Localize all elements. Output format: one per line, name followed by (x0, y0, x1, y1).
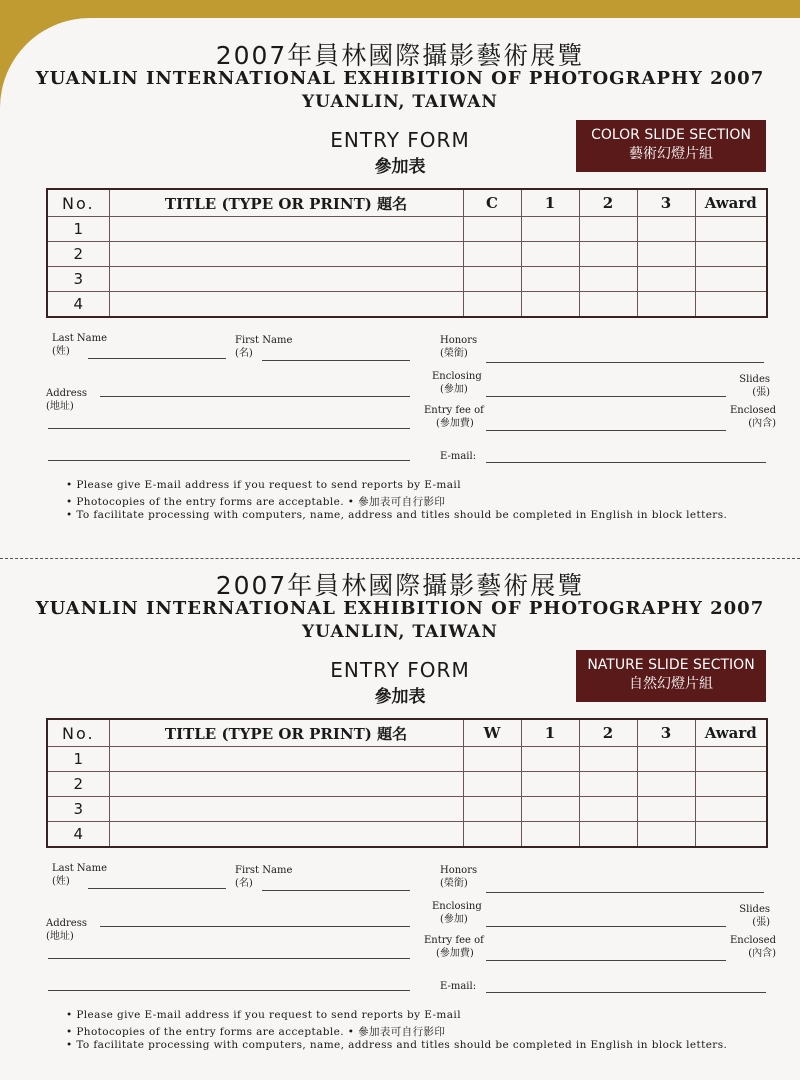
last-name-label (52, 862, 107, 888)
first-name-field[interactable] (262, 360, 410, 361)
col-header-2: 2 (579, 719, 637, 747)
exhibition-location: YUANLIN, TAIWAN (302, 622, 498, 642)
col-header-no: No. (47, 189, 109, 217)
code-cell[interactable] (463, 822, 521, 848)
judge-1-cell[interactable] (521, 267, 579, 292)
judge-3-cell[interactable] (637, 292, 695, 318)
honors-label-english: Honors (440, 335, 478, 346)
code-cell[interactable] (463, 267, 521, 292)
award-cell[interactable] (695, 217, 767, 242)
note-block-letters: • To facilitate processing with computers, name, address and titles should be completed in English in block letters. (66, 509, 728, 521)
slides-label-chinese: (張) (752, 917, 770, 928)
title-cell[interactable] (109, 217, 463, 242)
judge-3-cell[interactable] (637, 267, 695, 292)
row-number: 1 (47, 747, 109, 772)
title-cell[interactable] (109, 267, 463, 292)
judge-2-cell[interactable] (579, 822, 637, 848)
address-label (46, 387, 87, 413)
slides-label-english: Slides (739, 904, 770, 915)
address-label-english: Address (46, 388, 87, 399)
last-name-label-english: Last Name (52, 333, 108, 344)
col-header-section-code: W (463, 719, 521, 747)
col-header-1: 1 (521, 189, 579, 217)
row-number: 2 (47, 242, 109, 267)
award-cell[interactable] (695, 797, 767, 822)
title-cell[interactable] (109, 242, 463, 267)
slides-label (739, 903, 770, 929)
judge-1-cell[interactable] (521, 797, 579, 822)
exhibition-title-english: YUANLIN INTERNATIONAL EXHIBITION OF PHOTOGRAPHY 2007 (35, 598, 765, 619)
entry-fee-label-chinese: (參加費) (436, 418, 474, 429)
address-label-english: Address (46, 918, 87, 929)
row-number: 4 (47, 292, 109, 318)
last-name-field[interactable] (88, 358, 226, 359)
section-badge (576, 120, 766, 172)
table-row (47, 797, 767, 822)
note-photocopies: • Photocopies of the entry forms are acceptable. • 參加表可自行影印 (66, 1026, 446, 1038)
entry-fee-label (424, 934, 484, 960)
exhibition-location: YUANLIN, TAIWAN (302, 92, 498, 112)
judge-2-cell[interactable] (579, 217, 637, 242)
entry-fee-field[interactable] (486, 430, 726, 431)
judge-1-cell[interactable] (521, 822, 579, 848)
enclosed-label (730, 934, 776, 960)
exhibition-title-english: YUANLIN INTERNATIONAL EXHIBITION OF PHOTOGRAPHY 2007 (35, 68, 765, 89)
award-cell[interactable] (695, 747, 767, 772)
honors-label-chinese: (榮銜) (440, 878, 468, 889)
section-name-english: NATURE SLIDE SECTION (587, 657, 755, 673)
email-field[interactable] (486, 462, 766, 463)
award-cell[interactable] (695, 267, 767, 292)
col-header-1: 1 (521, 719, 579, 747)
table-row (47, 217, 767, 242)
honors-label-english: Honors (440, 865, 478, 876)
enclosed-label-english: Enclosed (729, 935, 776, 946)
judge-3-cell[interactable] (637, 822, 695, 848)
section-name-chinese: 自然幻燈片組 (629, 676, 713, 692)
entry-fee-label (424, 404, 484, 430)
table-row (47, 822, 767, 848)
title-cell[interactable] (109, 772, 463, 797)
col-header-title: TITLE (TYPE OR PRINT) 題名 (109, 719, 463, 747)
address-label-chinese: (地址) (46, 401, 74, 412)
honors-field[interactable] (486, 892, 764, 893)
col-header-3: 3 (637, 189, 695, 217)
honors-label (440, 334, 477, 360)
title-cell[interactable] (109, 797, 463, 822)
email-label: E-mail: (440, 981, 477, 992)
col-header-title: TITLE (TYPE OR PRINT) 題名 (109, 189, 463, 217)
judge-3-cell[interactable] (637, 772, 695, 797)
table-row (47, 267, 767, 292)
award-cell[interactable] (695, 242, 767, 267)
entry-form-heading: ENTRY FORM (330, 658, 470, 682)
judge-3-cell[interactable] (637, 797, 695, 822)
col-header-award: Award (695, 719, 767, 747)
award-cell[interactable] (695, 292, 767, 318)
note-email: • Please give E-mail address if you request to send reports by E-mail (66, 479, 461, 491)
entry-form-heading-chinese: 參加表 (374, 157, 426, 177)
slides-count-field[interactable] (486, 396, 726, 397)
first-name-label (235, 334, 292, 360)
first-name-label-chinese: (名) (235, 348, 253, 359)
last-name-label (52, 332, 107, 358)
enclosing-label (432, 900, 482, 926)
email-label: E-mail: (440, 451, 477, 462)
entry-fee-field[interactable] (486, 960, 726, 961)
section-name-english: COLOR SLIDE SECTION (591, 127, 751, 143)
table-row (47, 747, 767, 772)
row-number: 3 (47, 267, 109, 292)
slides-label-chinese: (張) (752, 387, 770, 398)
judge-1-cell[interactable] (521, 242, 579, 267)
note-photocopies: • Photocopies of the entry forms are acceptable. • 參加表可自行影印 (66, 496, 446, 508)
address-label (46, 917, 87, 943)
address-field-line-1[interactable] (100, 396, 410, 397)
last-name-label-chinese: (姓) (52, 876, 70, 887)
address-field-line-2[interactable] (48, 428, 410, 429)
honors-label (440, 864, 477, 890)
col-header-section-code: C (463, 189, 521, 217)
slides-label (739, 373, 770, 399)
col-header-award: Award (695, 189, 767, 217)
enclosing-label-english: Enclosing (432, 901, 482, 912)
judge-2-cell[interactable] (579, 747, 637, 772)
code-cell[interactable] (463, 747, 521, 772)
section-name-chinese: 藝術幻燈片組 (629, 146, 713, 162)
judge-3-cell[interactable] (637, 217, 695, 242)
address-label-chinese: (地址) (46, 931, 74, 942)
enclosing-label (432, 370, 482, 396)
first-name-label-english: First Name (235, 335, 293, 346)
code-cell[interactable] (463, 292, 521, 318)
code-cell[interactable] (463, 797, 521, 822)
judge-1-cell[interactable] (521, 217, 579, 242)
last-name-label-chinese: (姓) (52, 346, 70, 357)
first-name-field[interactable] (262, 890, 410, 891)
honors-label-chinese: (榮銜) (440, 348, 468, 359)
enclosing-label-english: Enclosing (432, 371, 482, 382)
award-cell[interactable] (695, 822, 767, 848)
code-cell[interactable] (463, 242, 521, 267)
entry-fee-label-english: Entry fee of (424, 405, 484, 416)
judge-2-cell[interactable] (579, 292, 637, 318)
row-number: 2 (47, 772, 109, 797)
address-field-line-3[interactable] (48, 990, 410, 991)
enclosed-label-english: Enclosed (729, 405, 776, 416)
title-cell[interactable] (109, 747, 463, 772)
row-number: 1 (47, 217, 109, 242)
last-name-label-english: Last Name (52, 863, 108, 874)
entry-table (46, 188, 768, 318)
enclosed-label-chinese: (內含) (748, 948, 776, 959)
entry-fee-label-english: Entry fee of (424, 935, 484, 946)
code-cell[interactable] (463, 772, 521, 797)
table-row (47, 242, 767, 267)
slides-label-english: Slides (739, 374, 770, 385)
enclosing-label-chinese: (參加) (440, 914, 468, 925)
enclosing-label-chinese: (參加) (440, 384, 468, 395)
entry-table-header (47, 719, 767, 747)
entry-table-header (47, 189, 767, 217)
note-email: • Please give E-mail address if you request to send reports by E-mail (66, 1009, 461, 1021)
title-cell[interactable] (109, 292, 463, 318)
entry-table (46, 718, 768, 848)
first-name-label-chinese: (名) (235, 878, 253, 889)
table-row (47, 772, 767, 797)
entry-form-heading: ENTRY FORM (330, 128, 470, 152)
first-name-label-english: First Name (235, 865, 293, 876)
cut-line (0, 558, 800, 559)
col-header-no: No. (47, 719, 109, 747)
section-badge (576, 650, 766, 702)
enclosed-label-chinese: (內含) (748, 418, 776, 429)
entry-form-heading-chinese: 參加表 (374, 687, 426, 707)
email-field[interactable] (486, 992, 766, 993)
paper-sheet (0, 18, 800, 1080)
last-name-field[interactable] (88, 888, 226, 889)
exhibition-title-chinese: 2007年員林國際攝影藝術展覽 (215, 41, 585, 70)
judge-3-cell[interactable] (637, 242, 695, 267)
award-cell[interactable] (695, 772, 767, 797)
note-block-letters: • To facilitate processing with computers, name, address and titles should be completed in English in block letters. (66, 1039, 728, 1051)
row-number: 3 (47, 797, 109, 822)
slides-count-field[interactable] (486, 926, 726, 927)
title-cell[interactable] (109, 822, 463, 848)
enclosed-label (730, 404, 776, 430)
address-field-line-1[interactable] (100, 926, 410, 927)
col-header-2: 2 (579, 189, 637, 217)
judge-2-cell[interactable] (579, 242, 637, 267)
exhibition-title-chinese: 2007年員林國際攝影藝術展覽 (215, 571, 585, 600)
judge-2-cell[interactable] (579, 797, 637, 822)
address-field-line-2[interactable] (48, 958, 410, 959)
col-header-3: 3 (637, 719, 695, 747)
entry-fee-label-chinese: (參加費) (436, 948, 474, 959)
address-field-line-3[interactable] (48, 460, 410, 461)
judge-2-cell[interactable] (579, 772, 637, 797)
judge-1-cell[interactable] (521, 772, 579, 797)
first-name-label (235, 864, 292, 890)
judge-1-cell[interactable] (521, 292, 579, 318)
row-number: 4 (47, 822, 109, 848)
judge-2-cell[interactable] (579, 267, 637, 292)
judge-1-cell[interactable] (521, 747, 579, 772)
code-cell[interactable] (463, 217, 521, 242)
judge-3-cell[interactable] (637, 747, 695, 772)
table-row (47, 292, 767, 318)
honors-field[interactable] (486, 362, 764, 363)
